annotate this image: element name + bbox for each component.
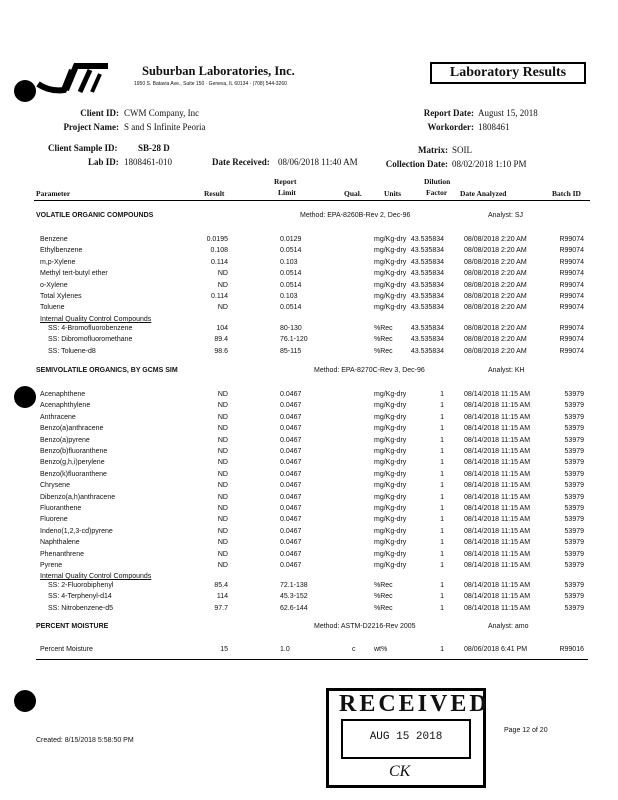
- result-cell: ND: [217, 527, 228, 535]
- section-analyst-moisture: Analyst: amo: [488, 623, 529, 630]
- units-cell: mg/Kg-dry: [374, 293, 407, 300]
- dilution-cell: 43.535834: [410, 336, 444, 344]
- result-cell: ND: [217, 493, 228, 501]
- parameter-cell: Methyl tert-butyl ether: [40, 270, 108, 278]
- table-row: [0, 539, 618, 550]
- col-dilution-bottom: Factor: [426, 188, 448, 197]
- batch-id-cell: 53979: [564, 604, 584, 612]
- batch-id-cell: R99074: [559, 325, 584, 332]
- batch-id-cell: R99074: [559, 304, 584, 312]
- parameter-cell: Benzo(a)anthracene: [40, 425, 104, 433]
- date-analyzed-cell: 08/08/2018 2:20 AM: [464, 347, 527, 355]
- batch-id-cell: 53979: [564, 459, 584, 467]
- dilution-cell: 43.535834: [410, 281, 444, 289]
- date-analyzed-cell: 08/14/2018 11:15 AM: [464, 482, 531, 490]
- client-id-label: Client ID:: [80, 108, 119, 118]
- date-analyzed-cell: 08/08/2018 2:20 AM: [464, 247, 527, 255]
- parameter-cell: Fluorene: [40, 516, 68, 524]
- moisture-underline: [36, 659, 588, 660]
- batch-id-cell: 53979: [564, 391, 584, 398]
- date-analyzed-cell: 08/14/2018 11:15 AM: [464, 516, 531, 524]
- matrix-value: SOIL: [452, 145, 472, 155]
- batch-id-cell: 53979: [564, 550, 584, 558]
- created-timestamp: Created: 8/15/2018 5:58:50 PM: [36, 737, 134, 744]
- dilution-cell: 43.535834: [410, 347, 444, 355]
- limit-cell: 0.0129: [280, 236, 302, 243]
- batch-id-cell: 53979: [564, 527, 584, 535]
- units-cell: %Rec: [374, 604, 393, 612]
- dilution-cell: 1: [440, 436, 444, 444]
- batch-id-cell: 53979: [564, 582, 584, 589]
- dilution-cell: 1: [440, 550, 444, 558]
- parameter-cell: Acenaphthylene: [40, 402, 91, 410]
- units-cell: %Rec: [374, 347, 393, 355]
- table-row: [0, 551, 618, 562]
- date-received-label: Date Received:: [212, 157, 270, 167]
- result-cell: 0.114: [211, 258, 228, 266]
- report-date-label: Report Date:: [423, 108, 474, 118]
- table-row: [0, 528, 618, 539]
- table-row: [0, 562, 618, 573]
- parameter-cell: Ethylbenzene: [40, 247, 83, 255]
- dilution-cell: 1: [440, 413, 444, 421]
- result-cell: ND: [217, 436, 228, 444]
- limit-cell: 72.1-138: [280, 582, 308, 589]
- table-row: [0, 336, 618, 347]
- batch-id-cell: 53979: [564, 470, 584, 478]
- parameter-cell: Indeno(1,2,3-cd)pyrene: [40, 527, 113, 535]
- section-analyst-svoc: Analyst: KH: [488, 367, 525, 374]
- collection-date-label: Collection Date:: [385, 159, 448, 169]
- parameter-cell: SS: Dibromofluoromethane: [48, 336, 133, 344]
- result-cell: 98.6: [214, 347, 228, 355]
- section-analyst-voc: Analyst: SJ: [488, 212, 524, 219]
- result-cell: 15: [220, 646, 228, 653]
- date-analyzed-cell: 08/14/2018 11:15 AM: [464, 425, 531, 433]
- limit-cell: 0.0514: [280, 270, 302, 278]
- units-cell: %Rec: [374, 336, 393, 344]
- batch-id-cell: 53979: [564, 505, 584, 512]
- dilution-cell: 1: [440, 470, 444, 478]
- units-cell: %Rec: [374, 325, 393, 332]
- dilution-cell: 1: [440, 516, 444, 524]
- table-row: [0, 437, 618, 448]
- parameter-cell: Chrysene: [40, 482, 70, 490]
- batch-id-cell: 53979: [564, 482, 584, 490]
- batch-id-cell: R99074: [559, 281, 584, 289]
- batch-id-cell: R99074: [559, 347, 584, 355]
- batch-id-cell: 53979: [564, 562, 584, 569]
- table-row: [0, 325, 618, 336]
- date-analyzed-cell: 08/14/2018 11:15 AM: [464, 402, 531, 410]
- col-parameter: Parameter: [36, 189, 71, 198]
- table-row: [0, 414, 618, 425]
- date-analyzed-cell: 08/14/2018 11:15 AM: [464, 550, 531, 558]
- units-cell: mg/Kg-dry: [374, 482, 407, 490]
- limit-cell: 0.0467: [280, 527, 302, 535]
- iqc-label-voc: Internal Quality Control Compounds: [40, 316, 152, 323]
- workorder-value: 1808461: [478, 122, 510, 132]
- batch-id-cell: 53979: [564, 448, 584, 455]
- date-analyzed-cell: 08/14/2018 11:15 AM: [464, 539, 531, 547]
- parameter-cell: Dibenzo(a,h)anthracene: [40, 493, 116, 501]
- limit-cell: 0.0514: [280, 304, 302, 312]
- punch-hole-bottom: [14, 690, 36, 712]
- col-qual: Qual.: [344, 189, 362, 198]
- parameter-cell: Percent Moisture: [40, 646, 93, 653]
- parameter-cell: Benzene: [40, 236, 68, 243]
- col-limit-bottom: Limit: [278, 188, 296, 197]
- limit-cell: 0.0467: [280, 493, 302, 501]
- date-analyzed-cell: 08/08/2018 2:20 AM: [464, 336, 527, 344]
- dilution-cell: 43.535834: [410, 325, 444, 332]
- batch-id-cell: 53979: [564, 539, 584, 547]
- limit-cell: 0.0467: [280, 459, 302, 467]
- matrix-label: Matrix:: [418, 145, 448, 155]
- batch-id-cell: 53979: [564, 402, 584, 410]
- dilution-cell: 1: [440, 505, 444, 512]
- header-divider: [34, 200, 590, 201]
- units-cell: mg/Kg-dry: [374, 413, 407, 421]
- result-cell: 104: [216, 325, 228, 332]
- units-cell: mg/Kg-dry: [374, 493, 407, 501]
- client-id-value: CWM Company, Inc: [124, 108, 200, 118]
- units-cell: %Rec: [374, 582, 393, 589]
- table-row: [0, 593, 618, 604]
- parameter-cell: SS: Toluene-d8: [48, 347, 96, 355]
- limit-cell: 0.0514: [280, 281, 302, 289]
- dilution-cell: 43.535834: [410, 247, 444, 255]
- col-batch-id: Batch ID: [552, 189, 581, 198]
- units-cell: %Rec: [374, 593, 393, 601]
- date-received-value: 08/06/2018 11:40 AM: [278, 157, 358, 167]
- date-analyzed-cell: 08/14/2018 11:15 AM: [464, 448, 531, 455]
- batch-id-cell: R99074: [559, 236, 584, 243]
- date-analyzed-cell: 08/14/2018 11:15 AM: [464, 593, 531, 601]
- page-number: Page 12 of 20: [504, 727, 548, 734]
- units-cell: mg/Kg-dry: [374, 505, 407, 512]
- batch-id-cell: R99016: [559, 646, 584, 653]
- table-row: [0, 471, 618, 482]
- dilution-cell: 1: [440, 539, 444, 547]
- result-cell: ND: [217, 539, 228, 547]
- result-cell: ND: [217, 413, 228, 421]
- batch-id-cell: R99074: [559, 270, 584, 278]
- parameter-cell: Benzo(g,h,i)perylene: [40, 459, 105, 467]
- punch-hole-top: [14, 80, 36, 102]
- iqc-label-svoc: Internal Quality Control Compounds: [40, 573, 152, 580]
- dilution-cell: 43.535834: [410, 304, 444, 312]
- table-row: [0, 516, 618, 527]
- parameter-cell: Phenanthrene: [40, 550, 84, 558]
- stamp-initials: CK: [389, 763, 411, 780]
- col-units: Units: [384, 189, 402, 198]
- table-row: [0, 304, 618, 315]
- col-date-analyzed: Date Analyzed: [460, 189, 507, 198]
- batch-id-cell: 53979: [564, 516, 584, 524]
- dilution-cell: 43.535834: [410, 270, 444, 278]
- table-row: [0, 494, 618, 505]
- units-cell: mg/Kg-dry: [374, 247, 407, 255]
- section-title-voc: VOLATILE ORGANIC COMPOUNDS: [36, 212, 154, 219]
- units-cell: mg/Kg-dry: [374, 539, 407, 547]
- date-analyzed-cell: 08/14/2018 11:15 AM: [464, 604, 531, 612]
- table-row: [0, 402, 618, 413]
- limit-cell: 0.103: [280, 258, 298, 266]
- table-row: [0, 448, 618, 459]
- units-cell: mg/Kg-dry: [374, 436, 407, 444]
- units-cell: mg/Kg-dry: [374, 562, 407, 569]
- dilution-cell: 1: [440, 448, 444, 455]
- project-value: S and S Infinite Peoria: [124, 122, 206, 132]
- table-row: [0, 348, 618, 359]
- section-method-voc: Method: EPA-8260B-Rev 2, Dec-96: [300, 212, 411, 219]
- table-row: [0, 293, 618, 304]
- date-analyzed-cell: 08/08/2018 2:20 AM: [464, 270, 527, 278]
- batch-id-cell: 53979: [564, 493, 584, 501]
- dilution-cell: 1: [440, 459, 444, 467]
- result-cell: ND: [217, 391, 228, 398]
- result-cell: ND: [217, 482, 228, 490]
- limit-cell: 45.3-152: [280, 593, 308, 601]
- limit-cell: 0.0467: [280, 550, 302, 558]
- date-analyzed-cell: 08/14/2018 11:15 AM: [464, 582, 531, 589]
- parameter-cell: Total Xylenes: [40, 293, 82, 300]
- result-cell: ND: [217, 550, 228, 558]
- table-row: [0, 270, 618, 281]
- parameter-cell: SS: 2-Fluorobiphenyl: [48, 582, 114, 589]
- sample-id-value: SB-28 D: [138, 143, 170, 153]
- units-cell: mg/Kg-dry: [374, 391, 407, 398]
- lab-id-value: 1808461-010: [124, 157, 172, 167]
- limit-cell: 0.0514: [280, 247, 302, 255]
- limit-cell: 0.0467: [280, 562, 302, 569]
- result-cell: ND: [217, 425, 228, 433]
- report-title-text: Laboratory Results: [449, 65, 567, 80]
- qual-cell: c: [352, 646, 356, 653]
- result-cell: 0.0195: [206, 236, 228, 243]
- stamp-date: AUG 15 2018: [369, 731, 443, 743]
- company-name: Suburban Laboratories, Inc.: [142, 64, 295, 78]
- section-title-moisture: PERCENT MOISTURE: [36, 623, 109, 630]
- limit-cell: 0.0467: [280, 539, 302, 547]
- dilution-cell: 1: [440, 493, 444, 501]
- date-analyzed-cell: 08/08/2018 2:20 AM: [464, 293, 527, 300]
- limit-cell: 62.6-144: [280, 604, 308, 612]
- date-analyzed-cell: 08/14/2018 11:15 AM: [464, 493, 531, 501]
- sample-id-label: Client Sample ID:: [48, 143, 118, 153]
- batch-id-cell: 53979: [564, 593, 584, 601]
- limit-cell: 0.0467: [280, 448, 302, 455]
- project-label: Project Name:: [63, 122, 119, 132]
- section-method-svoc: Method: EPA-8270C-Rev 3, Dec-96: [314, 367, 425, 374]
- date-analyzed-cell: 08/14/2018 11:15 AM: [464, 470, 531, 478]
- units-cell: mg/Kg-dry: [374, 281, 407, 289]
- date-analyzed-cell: 08/14/2018 11:15 AM: [464, 436, 531, 444]
- table-row: [0, 646, 618, 657]
- result-cell: 97.7: [214, 604, 228, 612]
- col-limit-top: Report: [274, 177, 297, 186]
- dilution-cell: 43.535834: [410, 258, 444, 266]
- date-analyzed-cell: 08/14/2018 11:15 AM: [464, 527, 531, 535]
- date-analyzed-cell: 08/14/2018 11:15 AM: [464, 391, 531, 398]
- dilution-cell: 1: [440, 593, 444, 601]
- dilution-cell: 1: [440, 527, 444, 535]
- limit-cell: 0.103: [280, 293, 298, 300]
- date-analyzed-cell: 08/14/2018 11:15 AM: [464, 459, 531, 467]
- parameter-cell: Acenaphthene: [40, 391, 86, 398]
- dilution-cell: 1: [440, 425, 444, 433]
- dilution-cell: 1: [440, 646, 444, 653]
- section-method-moisture: Method: ASTM-D2216-Rev 2005: [314, 623, 416, 630]
- table-row: [0, 482, 618, 493]
- parameter-cell: Naphthalene: [40, 539, 80, 547]
- units-cell: mg/Kg-dry: [374, 550, 407, 558]
- units-cell: mg/Kg-dry: [374, 236, 407, 243]
- date-analyzed-cell: 08/14/2018 11:15 AM: [464, 505, 531, 512]
- parameter-cell: Benzo(b)fluoranthene: [40, 448, 108, 455]
- limit-cell: 1.0: [280, 646, 290, 653]
- table-row: [0, 282, 618, 293]
- stamp-title: RECEIVED: [339, 691, 490, 717]
- units-cell: mg/Kg-dry: [374, 270, 407, 278]
- parameter-cell: Benzo(a)pyrene: [40, 436, 90, 444]
- table-row: [0, 505, 618, 516]
- dilution-cell: 1: [440, 604, 444, 612]
- limit-cell: 0.0467: [280, 505, 302, 512]
- units-cell: mg/Kg-dry: [374, 459, 407, 467]
- batch-id-cell: 53979: [564, 425, 584, 433]
- col-result: Result: [204, 189, 225, 198]
- limit-cell: 0.0467: [280, 413, 302, 421]
- limit-cell: 80-130: [280, 325, 302, 332]
- batch-id-cell: R99074: [559, 258, 584, 266]
- table-row: [0, 259, 618, 270]
- table-row: [0, 391, 618, 402]
- limit-cell: 0.0467: [280, 470, 302, 478]
- table-row: [0, 236, 618, 247]
- parameter-cell: o-Xylene: [40, 281, 68, 289]
- result-cell: ND: [217, 448, 228, 455]
- result-cell: ND: [217, 470, 228, 478]
- batch-id-cell: R99074: [559, 336, 584, 344]
- parameter-cell: m,p-Xylene: [40, 258, 76, 266]
- limit-cell: 76.1-120: [280, 336, 308, 344]
- result-cell: ND: [217, 270, 228, 278]
- limit-cell: 0.0467: [280, 436, 302, 444]
- date-analyzed-cell: 08/06/2018 6:41 PM: [464, 646, 528, 653]
- limit-cell: 0.0467: [280, 402, 302, 410]
- dilution-cell: 1: [440, 402, 444, 410]
- result-cell: ND: [217, 402, 228, 410]
- company-address: 1950 S. Batavia Ave., Suite 150 · Geneva, IL 60134 · (708) 544-3260: [134, 81, 287, 87]
- parameter-cell: SS: Nitrobenzene-d5: [48, 604, 113, 612]
- limit-cell: 0.0467: [280, 516, 302, 524]
- batch-id-cell: R99074: [559, 293, 584, 300]
- result-cell: 114: [216, 593, 228, 601]
- report-date-value: August 15, 2018: [478, 108, 538, 118]
- units-cell: mg/Kg-dry: [374, 448, 407, 455]
- date-analyzed-cell: 08/08/2018 2:20 AM: [464, 304, 527, 312]
- batch-id-cell: 53979: [564, 436, 584, 444]
- dilution-cell: 1: [440, 562, 444, 569]
- result-cell: ND: [217, 516, 228, 524]
- date-analyzed-cell: 08/14/2018 11:15 AM: [464, 562, 531, 569]
- parameter-cell: Fluoranthene: [40, 505, 82, 512]
- col-dilution-top: Dilution: [424, 177, 451, 186]
- parameter-cell: SS: 4-Bromofluorobenzene: [48, 325, 133, 332]
- result-cell: ND: [217, 505, 228, 512]
- collection-date-value: 08/02/2018 1:10 PM: [452, 159, 527, 169]
- result-cell: 0.108: [210, 247, 228, 255]
- date-analyzed-cell: 08/08/2018 2:20 AM: [464, 281, 527, 289]
- date-analyzed-cell: 08/08/2018 2:20 AM: [464, 258, 527, 266]
- parameter-cell: Toluene: [40, 304, 65, 312]
- table-row: [0, 459, 618, 470]
- result-cell: 0.114: [211, 293, 228, 300]
- batch-id-cell: 53979: [564, 413, 584, 421]
- units-cell: mg/Kg-dry: [374, 516, 407, 524]
- limit-cell: 85-115: [280, 347, 302, 355]
- parameter-cell: Anthracene: [40, 413, 76, 421]
- table-row: [0, 425, 618, 436]
- units-cell: mg/Kg-dry: [374, 470, 407, 478]
- batch-id-cell: R99074: [559, 247, 584, 255]
- result-cell: ND: [217, 304, 228, 312]
- limit-cell: 0.0467: [280, 482, 302, 490]
- dilution-cell: 1: [440, 391, 444, 398]
- dilution-cell: 43.535834: [410, 293, 444, 300]
- dilution-cell: 1: [440, 582, 444, 589]
- parameter-cell: Pyrene: [40, 562, 63, 569]
- result-cell: ND: [217, 562, 228, 569]
- units-cell: mg/Kg-dry: [374, 258, 407, 266]
- lab-id-label: Lab ID:: [88, 157, 119, 167]
- result-cell: 85.4: [214, 582, 228, 589]
- dilution-cell: 43.535834: [410, 236, 444, 243]
- limit-cell: 0.0467: [280, 425, 302, 433]
- date-analyzed-cell: 08/14/2018 11:15 AM: [464, 413, 531, 421]
- limit-cell: 0.0467: [280, 391, 302, 398]
- date-analyzed-cell: 08/08/2018 2:20 AM: [464, 236, 527, 243]
- parameter-cell: Benzo(k)fluoranthene: [40, 470, 107, 478]
- result-cell: ND: [217, 459, 228, 467]
- units-cell: mg/Kg-dry: [374, 527, 407, 535]
- received-stamp: [326, 688, 490, 788]
- table-row: [0, 605, 618, 616]
- units-cell: wt%: [374, 646, 388, 653]
- company-logo: [36, 62, 112, 96]
- report-title: [430, 62, 586, 84]
- section-title-svoc: SEMIVOLATILE ORGANICS, BY GCMS SIM: [36, 367, 178, 374]
- units-cell: mg/Kg-dry: [374, 304, 407, 312]
- table-row: [0, 247, 618, 258]
- units-cell: mg/Kg-dry: [374, 402, 407, 410]
- dilution-cell: 1: [440, 482, 444, 490]
- parameter-cell: SS: 4-Terphenyl-d14: [48, 593, 112, 601]
- result-cell: ND: [217, 281, 228, 289]
- units-cell: mg/Kg-dry: [374, 425, 407, 433]
- result-cell: 89.4: [214, 336, 228, 344]
- date-analyzed-cell: 08/08/2018 2:20 AM: [464, 325, 527, 332]
- workorder-label: Workorder:: [427, 122, 474, 132]
- table-row: [0, 582, 618, 593]
